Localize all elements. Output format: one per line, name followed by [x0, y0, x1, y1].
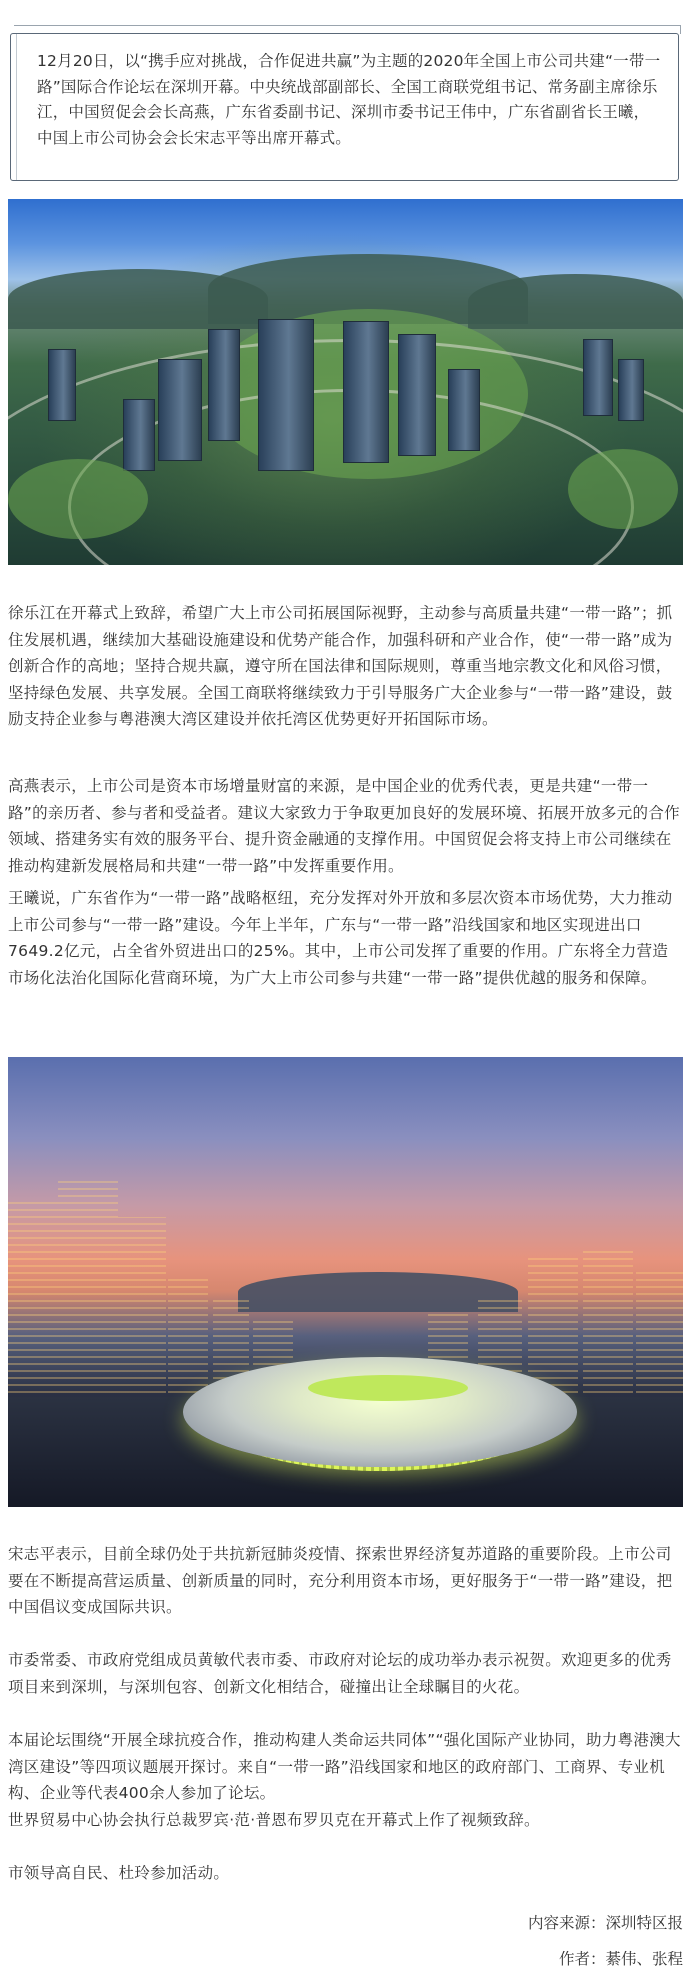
paragraph: 高燕表示，上市公司是资本市场增量财富的来源，是中国企业的优秀代表，更是共建“一带一路”的亲历者、参与者和受益者。建议大家致力于争取更加良好的发展环境、拓展开放多元的合作领域、搭建务实有效的服务平台、提升资金融通的支撑作用。中国贸促会将支持上市公司继续在推动构建新发展格局和共建“一带一路”中发挥重要作用。 — [8, 777, 680, 875]
intro-summary-box — [10, 33, 679, 181]
paragraph: 本届论坛围绕“开展全球抗疫合作，推动构建人类命运共同体”“强化国际产业协同，助力粤港澳大湾区建设”等四项议题展开探讨。来自“一带一路”沿线国家和地区的政府部门、工商界、专业机构、企业等代表400余人参加了论坛。 — [8, 1731, 681, 1802]
paragraph: 徐乐江在开幕式上致辞，希望广大上市公司拓展国际视野，主动参与高质量共建“一带一路”；抓住发展机遇，继续加大基础设施建设和优势产能合作，加强科研和产业合作，使“一带一路”成为创新合作的高地；坚持合规共赢，遵守所在国法律和国际规则，尊重当地宗教文化和风俗习惯，坚持绿色发展、共享发展。全国工商联将继续致力于引导服务广大企业参与“一带一路”建设，鼓励支持企业参与粤港澳大湾区建设并依托湾区优势更好开拓国际市场。 — [8, 604, 673, 728]
author-credit: 作者：綦伟、张程 — [558, 1950, 683, 1968]
paragraph: 市委常委、市政府党组成员黄敏代表市委、市政府对论坛的成功举办表示祝贺。欢迎更多的优秀项目来到深圳，与深圳包容、创新文化相结合，碰撞出让全球瞩目的火花。 — [8, 1651, 672, 1696]
intro-box-decoration — [11, 34, 17, 180]
paragraph: 市领导高自民、杜玲参加活动。 — [8, 1864, 230, 1882]
stadium-night-photo — [8, 1057, 683, 1507]
paragraph: 宋志平表示，目前全球仍处于共抗新冠肺炎疫情、探索世界经济复苏道路的重要阶段。上市公司要在不断提高营运质量、创新质量的同时，充分利用资本市场，更好服务于“一带一路”建设，把中国倡议变成国际共识。 — [8, 1545, 673, 1616]
content-source-credit: 内容来源：深圳特区报 — [527, 1914, 683, 1932]
intro-summary-text: 12月20日，以“携手应对挑战，合作促进共赢”为主题的2020年全国上市公司共建“一带一路”国际合作论坛在深圳开幕。中央统战部副部长、全国工商联党组书记、常务副主席徐乐江，中国贸促会会长高燕，广东省委副书记、深圳市委书记王伟中，广东省副省长王曦，中国上市公司协会会长宋志平等出席开幕式。 — [37, 52, 661, 147]
city-aerial-photo — [8, 199, 683, 565]
paragraph: 王曦说，广东省作为“一带一路”战略枢纽，充分发挥对外开放和多层次资本市场优势，大力推动上市公司参与“一带一路”建设。今年上半年，广东与“一带一路”沿线国家和地区实现进出口7649.2亿元，占全省外贸进出口的25%。其中，上市公司发挥了重要的作用。广东将全力营造市场化法治化国际化营商环境，为广大上市公司参与共建“一带一路”提供优越的服务和保障。 — [8, 889, 673, 987]
paragraph: 世界贸易中心协会执行总裁罗宾·范·普恩布罗贝克在开幕式上作了视频致辞。 — [8, 1811, 540, 1829]
